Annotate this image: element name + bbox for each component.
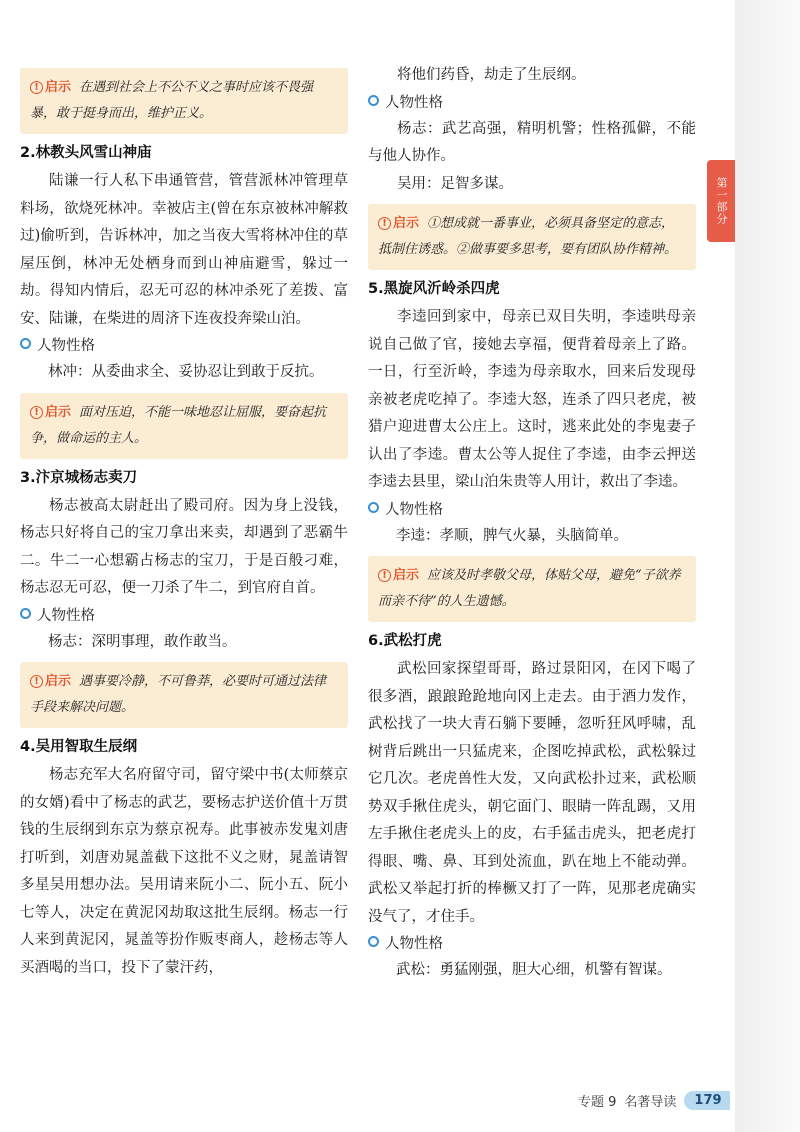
section-title: 5.黑旋风沂岭杀四虎 <box>368 281 500 297</box>
info-icon: ! <box>30 81 43 94</box>
page-footer <box>578 1087 730 1113</box>
section-body: 武松回家探望哥哥，路过景阳冈，在冈下喝了很多酒，踉踉跄跄地向冈上走去。由于酒力发作，武松找了一块大青石躺下要睡，忽听狂风呼啸，乱树背后跳出一只猛虎来，企图吃掉武松，武松躲过它几次。老虎兽性大发，又向武松扑过来，武松顺势双手揪住虎头，朝它面门、眼睛一阵乱踢，又用左手揪住老虎头上的皮，右手猛击虎头，把老虎打得眼、嘴、鼻、耳到处流血，趴在地上不能动弹。武松又举起打折的棒橛又打了一阵，见那老虎确实没气了，才住手。 <box>368 661 696 925</box>
section-body-continued: 将他们药昏，劫走了生辰纲。 <box>397 67 586 83</box>
tip-box <box>20 393 348 459</box>
trait-text: 吴用：足智多谋。 <box>397 175 513 192</box>
tip-text: ①想成就一番事业，必须具备坚定的意志，抵制住诱惑。②做事要多思考，要有团队协作精神。 <box>378 216 678 257</box>
section-body: 杨志充军大名府留守司，留守梁中书(太师蔡京的女婿)看中了杨志的武艺，要杨志护送价值十万贯钱的生辰纲到东京为蔡京祝寿。此事被赤发鬼刘唐打听到，刘唐劝晁盖截下这批不义之财，晁盖请智多星吴用想办法。吴用请来阮小二、阮小五、阮小七等人，决定在黄泥冈劫取这批生辰纲。杨志一行人来到黄泥冈，晁盖等扮作贩枣商人，趁杨志等人买酒喝的当口，投下了蒙汗药， <box>20 767 348 976</box>
trait-text: 武松：勇猛刚强，胆大心细，机警有智谋。 <box>396 962 672 978</box>
tip-label: ! 启示 <box>30 674 71 689</box>
bullet-circle-icon <box>368 502 379 513</box>
section-body: 李逵回到家中，母亲已双目失明，李逵哄母亲说自己做了官，接她去享福，便背着母亲上了路。一日，行至沂岭，李逵为母亲取水，回来后发现母亲被老虎吃掉了。李逵大怒，连杀了四只老虎，被猎户迎进曹太公庄上。这时，逃来此处的李鬼妻子认出了李逵。曹太公等人捉住了李逵，由李云押送李逵去县里，梁山泊朱贵等人用计，救出了李逵。 <box>368 309 696 490</box>
bullet-circle-icon <box>20 338 31 349</box>
trait-text: 杨志：武艺高强，精明机警；性格孤僻，不能与他人协作。 <box>368 120 696 164</box>
page-number: 179 <box>684 1091 729 1110</box>
info-icon: ! <box>30 406 43 419</box>
bullet-circle-icon <box>368 95 379 106</box>
tip-box <box>20 68 348 134</box>
section-title: 4.吴用智取生辰纲 <box>20 739 138 755</box>
info-icon: ! <box>30 675 43 688</box>
trait-text: 李逵：孝顺，脾气火暴，头脑简单。 <box>396 527 628 544</box>
footer-topic: 专题 9 <box>578 1094 617 1110</box>
tip-label: ! 启示 <box>378 568 419 583</box>
page-edge-shadow <box>735 0 800 1132</box>
tip-text: 在遇到社会上不公不义之事时应该不畏强暴，敢于挺身而出，维护正义。 <box>30 80 314 121</box>
right-column <box>368 62 696 985</box>
trait-text: 杨志：深明事理，敢作敢当。 <box>48 633 237 650</box>
section-title: 2.林教头风雪山神庙 <box>20 145 152 161</box>
tip-box <box>368 204 696 270</box>
section-title: 3.汴京城杨志卖刀 <box>20 469 138 486</box>
trait-heading: 人物性格 <box>368 931 696 957</box>
trait-heading: 人物性格 <box>20 603 348 629</box>
tip-box <box>20 662 348 728</box>
part-side-tab: 第一部分 <box>707 160 735 242</box>
tip-label: ! 启示 <box>30 405 71 420</box>
left-column <box>20 62 348 982</box>
section-body: 陆谦一行人私下串通管营，管营派林冲管理草料场，欲烧死林冲。幸被店主(曾在东京被林冲解救过)偷听到，告诉林冲，加之当夜大雪将林冲住的草屋压倒，林冲无处栖身而到山神庙避雪，躲过一劫。得知内情后，忍无可忍的林冲杀死了差拨、富安、陆谦，在柴进的周济下连夜投奔梁山泊。 <box>20 173 348 327</box>
trait-heading: 人物性格 <box>368 497 696 523</box>
tip-text: 遇事要冷静，不可鲁莽，必要时可通过法律手段来解决问题。 <box>30 674 327 715</box>
footer-chapter-name: 名著导读 <box>624 1094 677 1110</box>
bullet-circle-icon <box>20 608 31 619</box>
tip-text: 应该及时孝敬父母，体贴父母，避免“子欲养而亲不待”的人生遗憾。 <box>378 568 681 609</box>
tip-label: ! 启示 <box>30 80 71 95</box>
trait-heading: 人物性格 <box>20 333 348 359</box>
tip-label: ! 启示 <box>378 216 419 231</box>
section-title: 6.武松打虎 <box>368 633 442 649</box>
tip-text: 面对压迫，不能一味地忍让屈服，要奋起抗争，做命运的主人。 <box>30 404 327 446</box>
trait-text: 林冲：从委曲求全、妥协忍让到敢于反抗。 <box>48 364 324 380</box>
info-icon: ! <box>378 569 391 582</box>
section-body: 杨志被高太尉赶出了殿司府。因为身上没钱，杨志只好将自己的宝刀拿出来卖，却遇到了恶霸牛二。牛二一心想霸占杨志的宝刀，于是百般刁难，杨志忍无可忍，便一刀杀了牛二，到官府自首。 <box>20 497 348 596</box>
info-icon: ! <box>378 217 391 230</box>
tip-box <box>368 556 696 622</box>
bullet-circle-icon <box>368 936 379 947</box>
trait-heading: 人物性格 <box>368 90 696 116</box>
